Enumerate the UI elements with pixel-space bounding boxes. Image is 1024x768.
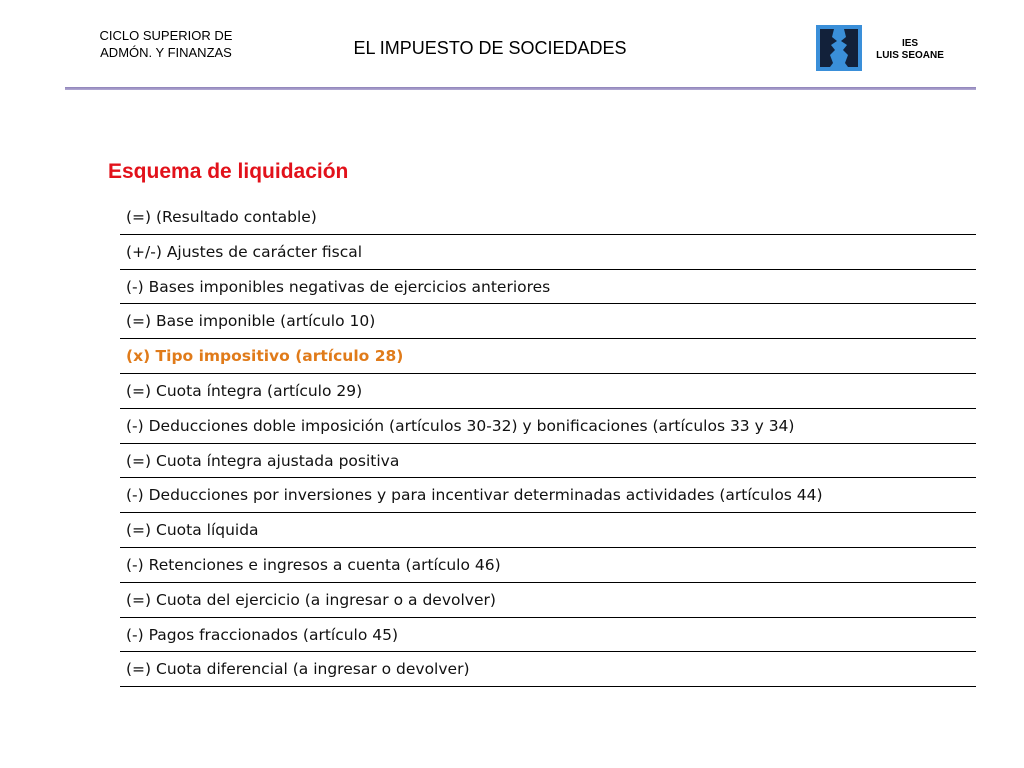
- school-name: [860, 38, 960, 62]
- settlement-scheme-list: [120, 200, 976, 687]
- scheme-row-cuota-integra-ajustada: (=) Cuota íntegra ajustada positiva: [120, 444, 976, 479]
- scheme-row-tipo-impositivo: (x) Tipo impositivo (artículo 28): [120, 339, 976, 374]
- scheme-row-bases-negativas: (-) Bases imponibles negativas de ejercicios anteriores: [120, 270, 976, 305]
- scheme-row-deducciones-inversiones: (-) Deducciones por inversiones y para incentivar determinadas actividades (artículos 44): [120, 478, 976, 513]
- school-name-line1: IES: [901, 38, 919, 49]
- school-name-line2: LUIS SEOANE: [876, 50, 944, 61]
- scheme-row-cuota-integra: (=) Cuota íntegra (artículo 29): [120, 374, 976, 409]
- scheme-row-resultado-contable: (=) (Resultado contable): [120, 200, 976, 235]
- scheme-row-cuota-diferencial: (=) Cuota diferencial (a ingresar o devolver): [120, 652, 976, 687]
- scheme-row-deducciones-doble-imposicion: (-) Deducciones doble imposición (artículos 30-32) y bonificaciones (artículos 33 y 34): [120, 409, 976, 444]
- scheme-row-ajustes-fiscales: (+/-) Ajustes de carácter fiscal: [120, 235, 976, 270]
- course-label: CICLO SUPERIOR DE ADMÓN. Y FINANZAS: [99, 28, 233, 60]
- scheme-row-cuota-liquida: (=) Cuota líquida: [120, 513, 976, 548]
- scheme-row-retenciones: (-) Retenciones e ingresos a cuenta (artículo 46): [120, 548, 976, 583]
- ies-logo-icon: [816, 25, 862, 71]
- page-header-title: EL IMPUESTO DE SOCIEDADES: [353, 38, 627, 58]
- scheme-row-base-imponible: (=) Base imponible (artículo 10): [120, 304, 976, 339]
- header-divider: [65, 87, 976, 90]
- scheme-row-cuota-ejercicio: (=) Cuota del ejercicio (a ingresar o a devolver): [120, 583, 976, 618]
- scheme-row-pagos-fraccionados: (-) Pagos fraccionados (artículo 45): [120, 618, 976, 653]
- section-title: Esquema de liquidación: [108, 160, 349, 183]
